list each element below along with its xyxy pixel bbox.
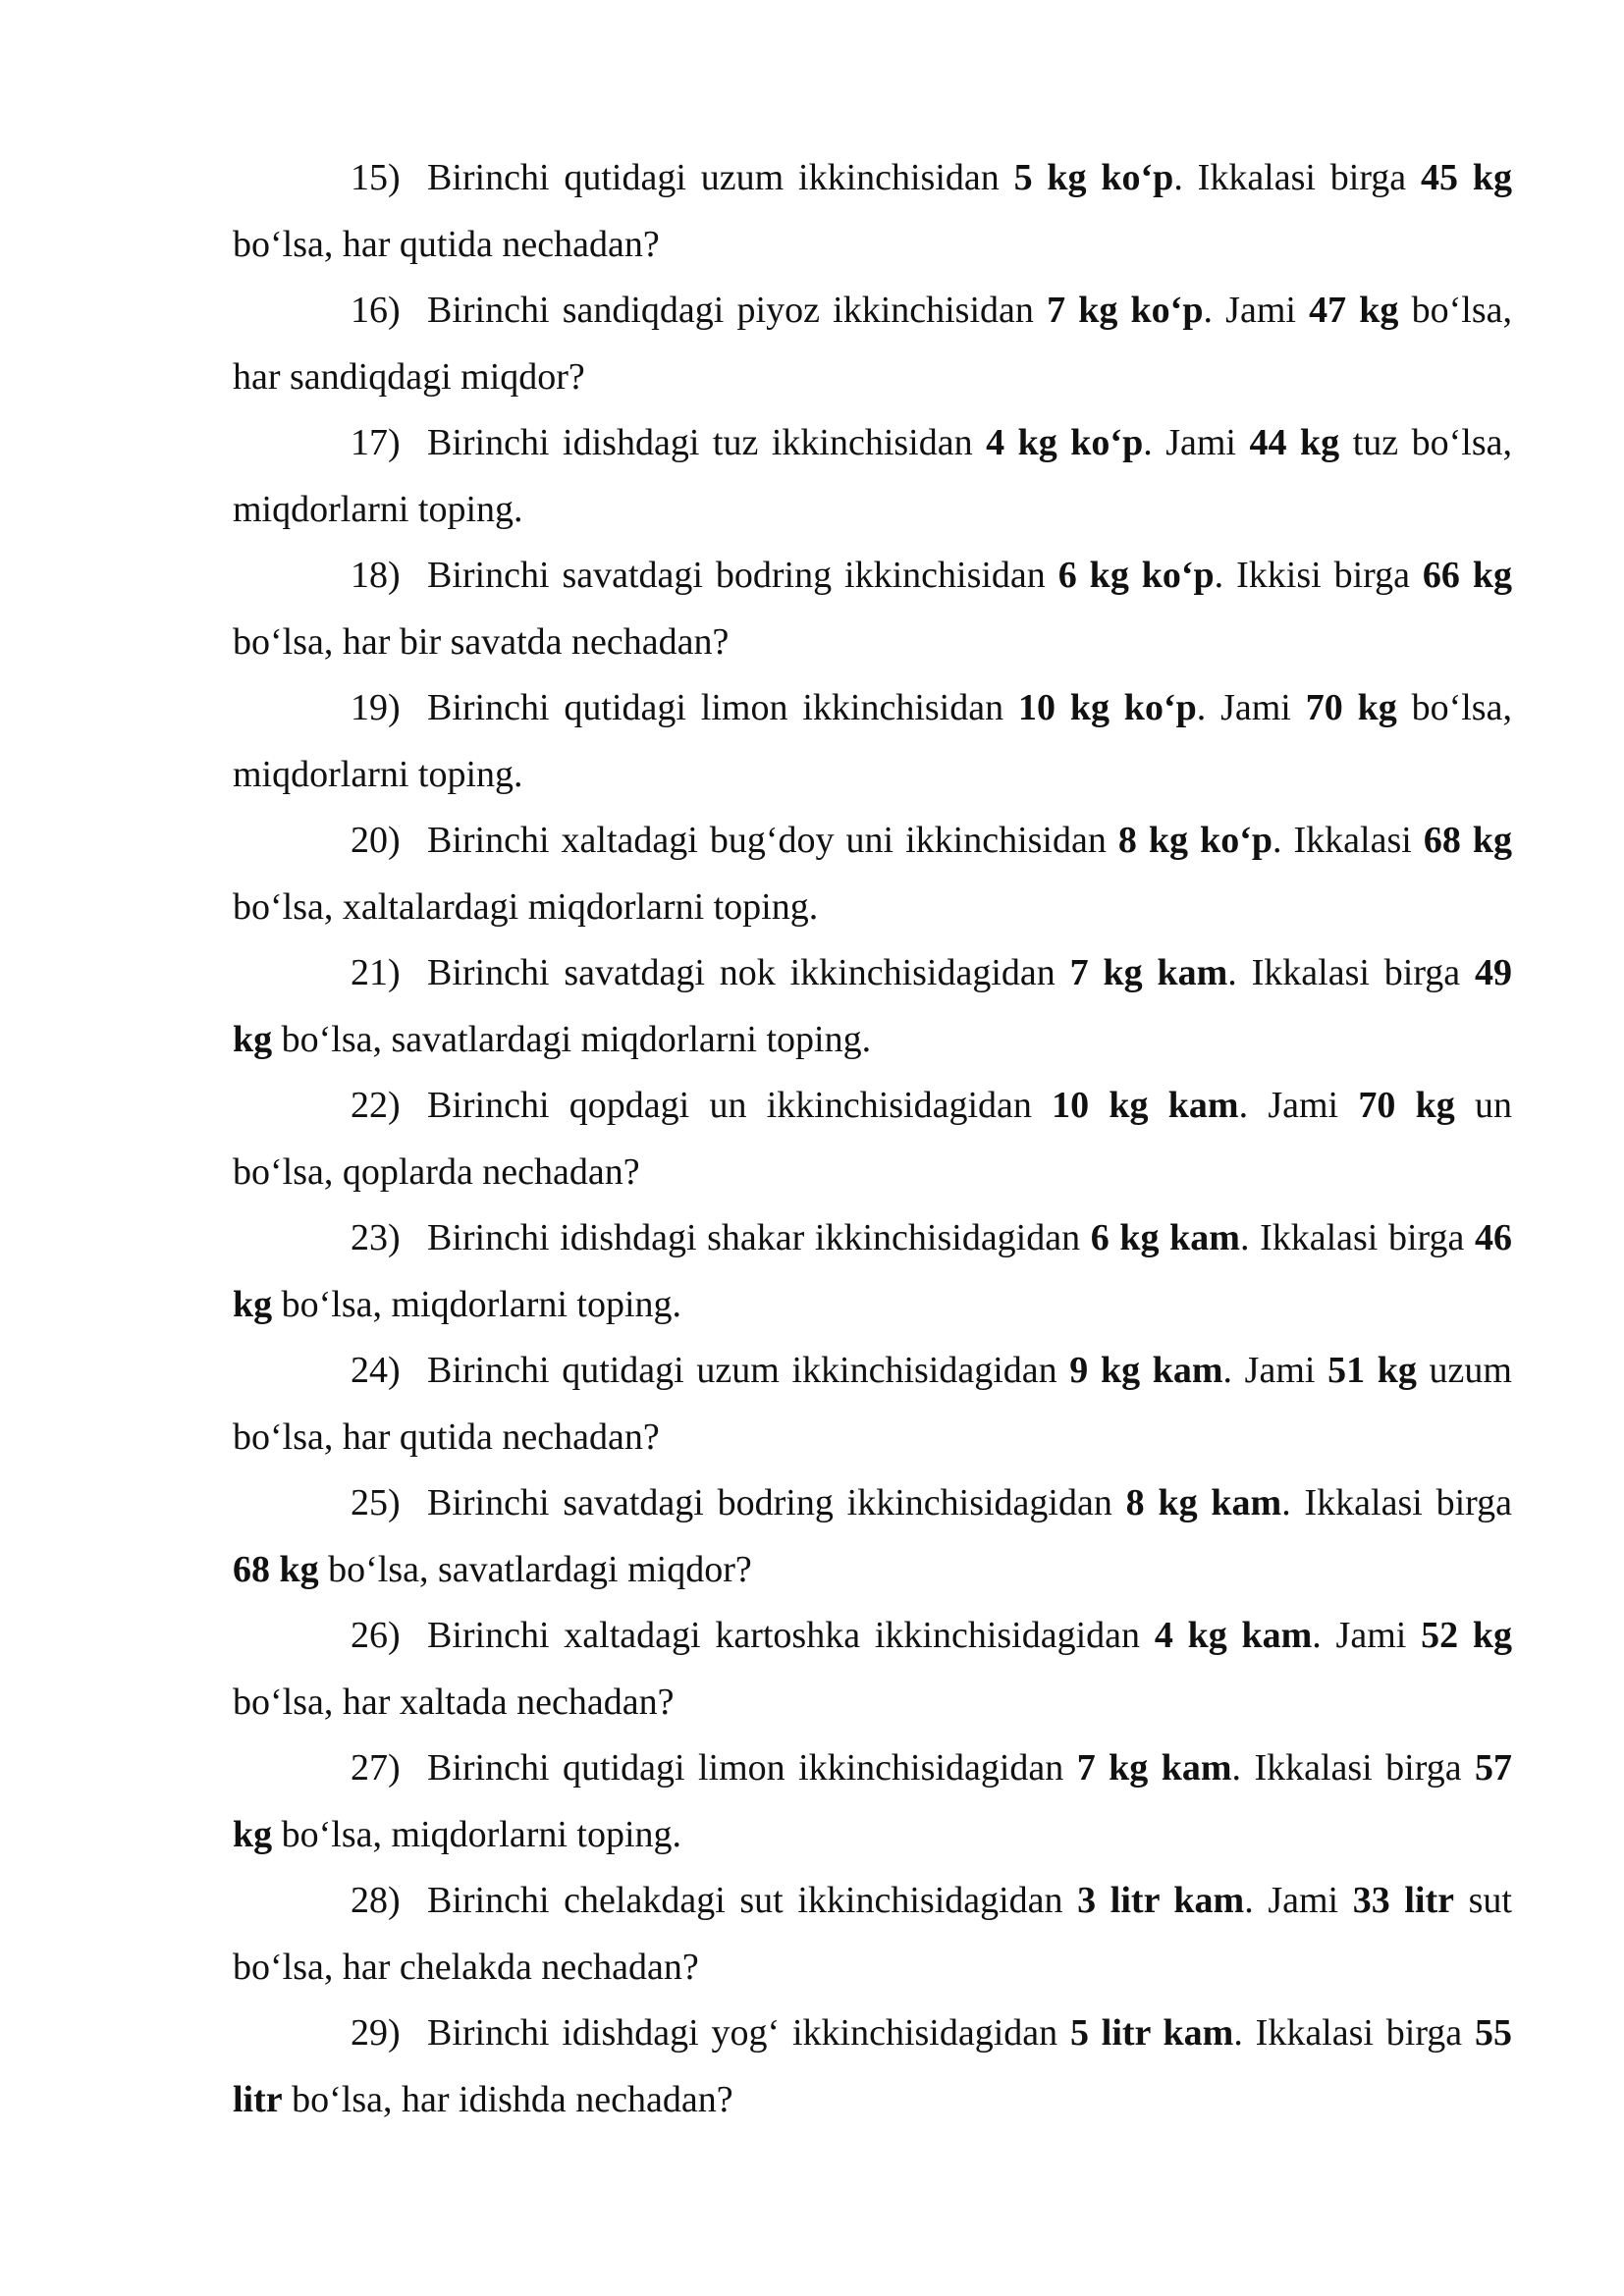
problem-number: 20)	[351, 820, 401, 861]
problem-text: bo‘lsa, har xaltada nechadan?	[233, 1681, 675, 1723]
problem-number: 15)	[351, 157, 401, 198]
problem-text: Birinchi savatdagi bodring ikkinchisidan	[427, 555, 1058, 596]
problem-text: Birinchi xaltadagi kartoshka ikkinchisidagidan	[427, 1615, 1155, 1656]
problem-text: bo‘lsa, har idishda nechadan?	[282, 2078, 733, 2120]
problem-text: . Ikkalasi	[1272, 820, 1424, 861]
problem-item	[233, 1735, 1512, 1868]
problem-text: Birinchi chelakdagi sut ikkinchisidagidan	[427, 1880, 1078, 1921]
problem-quantity: 49 kg	[233, 952, 1513, 1060]
problem-quantity: 57 kg	[233, 1747, 1512, 1855]
problem-text: Birinchi idishdagi yog‘ ikkinchisidagidan	[427, 2012, 1070, 2054]
problem-item	[233, 1868, 1512, 2001]
problem-item	[233, 940, 1512, 1073]
problem-quantity: 3 litr kam	[1077, 1880, 1245, 1921]
problem-text: Birinchi qopdagi un ikkinchisidagidan	[427, 1085, 1053, 1126]
problem-number: 18)	[351, 555, 401, 596]
problem-quantity: 55 litr	[233, 2012, 1512, 2120]
problem-text: . Ikkisi birga	[1214, 555, 1423, 596]
problem-text: Birinchi xaltadagi bug‘doy uni ikkinchisidan	[427, 820, 1118, 861]
problem-number: 28)	[351, 1880, 401, 1921]
problem-text: bo‘lsa, miqdorlarni toping.	[233, 687, 1512, 795]
problem-quantity: 52 kg	[1421, 1615, 1512, 1656]
problem-text: bo‘lsa, xaltalardagi miqdorlarni toping.	[233, 885, 819, 928]
problem-quantity: 44 kg	[1249, 422, 1340, 463]
problem-quantity: 70 kg	[1305, 687, 1397, 728]
problem-quantity: 33 litr	[1352, 1880, 1455, 1921]
problem-text: Birinchi idishdagi shakar ikkinchisidagidan	[427, 1217, 1091, 1258]
problem-item	[233, 1603, 1512, 1735]
problem-quantity: 5 kg ko‘p	[1013, 157, 1174, 198]
problem-text: . Jami	[1203, 290, 1310, 331]
problem-number: 16)	[351, 290, 401, 331]
problem-quantity: 45 kg	[1421, 157, 1512, 198]
problem-text: . Ikkalasi birga	[1239, 1217, 1476, 1258]
problem-text: . Ikkalasi birga	[1173, 157, 1422, 198]
problem-text: Birinchi idishdagi tuz ikkinchisidan	[427, 422, 987, 463]
problem-number: 22)	[351, 1085, 401, 1126]
problem-number: 25)	[351, 1482, 401, 1523]
problem-text: Birinchi savatdagi bodring ikkinchisidagidan	[427, 1482, 1126, 1523]
problem-number: 23)	[351, 1217, 401, 1258]
problem-text: bo‘lsa, miqdorlarni toping.	[272, 1813, 682, 1855]
problem-item	[233, 675, 1512, 808]
problem-text: un bo‘lsa, qoplarda nechadan?	[233, 1085, 1513, 1193]
problem-item	[233, 145, 1512, 278]
problem-quantity: 10 kg ko‘p	[1017, 687, 1197, 728]
problem-text: . Ikkalasi birga	[1231, 1747, 1475, 1789]
problem-number: 27)	[351, 1747, 401, 1789]
problem-text: Birinchi sandiqdagi piyoz ikkinchisidan	[427, 290, 1048, 331]
problem-text: bo‘lsa, savatlardagi miqdorlarni toping.	[272, 1018, 872, 1060]
problem-item	[233, 543, 1512, 675]
problem-quantity: 46 kg	[233, 1217, 1513, 1325]
problem-number: 19)	[351, 687, 401, 728]
problem-text: bo‘lsa, savatlardagi miqdor?	[318, 1548, 752, 1590]
problem-text: bo‘lsa, har qutida nechadan?	[233, 223, 660, 265]
problem-quantity: 9 kg kam	[1069, 1350, 1223, 1391]
problem-item	[233, 1073, 1512, 1205]
problem-number: 26)	[351, 1615, 401, 1656]
problem-quantity: 8 kg ko‘p	[1117, 820, 1272, 861]
problem-number: 21)	[351, 952, 401, 993]
problem-text: bo‘lsa, har sandiqdagi miqdor?	[233, 290, 1512, 398]
problem-text: . Jami	[1244, 1880, 1353, 1921]
problem-quantity: 6 kg kam	[1090, 1217, 1240, 1258]
problem-quantity: 68 kg	[1423, 820, 1512, 861]
problem-list	[233, 145, 1512, 2133]
problem-text: uzum bo‘lsa, har qutida nechadan?	[233, 1350, 1512, 1458]
problem-text: bo‘lsa, har bir savatda nechadan?	[233, 620, 730, 663]
problem-text: . Jami	[1222, 1350, 1328, 1391]
problem-text: . Jami	[1312, 1615, 1422, 1656]
problem-quantity: 68 kg	[233, 1548, 319, 1590]
problem-item	[233, 1470, 1512, 1603]
problem-quantity: 7 kg ko‘p	[1047, 290, 1204, 331]
problem-quantity: 70 kg	[1358, 1085, 1455, 1126]
problem-item	[233, 278, 1512, 410]
problem-text: . Jami	[1196, 687, 1306, 728]
problem-text: Birinchi qutidagi limon ikkinchisidan	[427, 687, 1018, 728]
problem-item	[233, 2001, 1512, 2133]
problem-text: bo‘lsa, miqdorlarni toping.	[272, 1283, 682, 1325]
problem-quantity: 10 kg kam	[1052, 1085, 1239, 1126]
problem-quantity: 8 kg kam	[1125, 1482, 1282, 1523]
problem-text: Birinchi qutidagi limon ikkinchisidagidan	[427, 1747, 1077, 1789]
problem-item	[233, 808, 1512, 940]
problem-quantity: 4 kg ko‘p	[986, 422, 1144, 463]
problem-number: 24)	[351, 1350, 401, 1391]
problem-number: 29)	[351, 2012, 401, 2054]
problem-text: tuz bo‘lsa, miqdorlarni toping.	[233, 422, 1512, 530]
problem-quantity: 6 kg ko‘p	[1057, 555, 1215, 596]
problem-quantity: 7 kg kam	[1076, 1747, 1232, 1789]
problem-text: Birinchi savatdagi nok ikkinchisidagidan	[427, 952, 1070, 993]
problem-text: . Ikkalasi birga	[1227, 952, 1476, 993]
problem-text: . Jami	[1238, 1085, 1359, 1126]
problem-text: Birinchi qutidagi uzum ikkinchisidagidan	[427, 1350, 1070, 1391]
problem-item	[233, 1338, 1512, 1470]
problem-text: . Ikkalasi birga	[1281, 1482, 1512, 1523]
problem-number: 17)	[351, 422, 401, 463]
problem-text: . Jami	[1143, 422, 1250, 463]
problem-text: Birinchi qutidagi uzum ikkinchisidan	[427, 157, 1014, 198]
problem-item	[233, 1205, 1512, 1338]
problem-quantity: 5 litr kam	[1069, 2012, 1234, 2054]
problem-quantity: 51 kg	[1327, 1350, 1417, 1391]
problem-text: . Ikkalasi birga	[1233, 2012, 1475, 2054]
problem-quantity: 7 kg kam	[1069, 952, 1228, 993]
problem-item	[233, 410, 1512, 543]
problem-quantity: 4 kg kam	[1154, 1615, 1313, 1656]
problem-quantity: 47 kg	[1309, 290, 1399, 331]
problem-text: sut bo‘lsa, har chelakda nechadan?	[233, 1880, 1512, 1988]
problem-quantity: 66 kg	[1422, 555, 1512, 596]
